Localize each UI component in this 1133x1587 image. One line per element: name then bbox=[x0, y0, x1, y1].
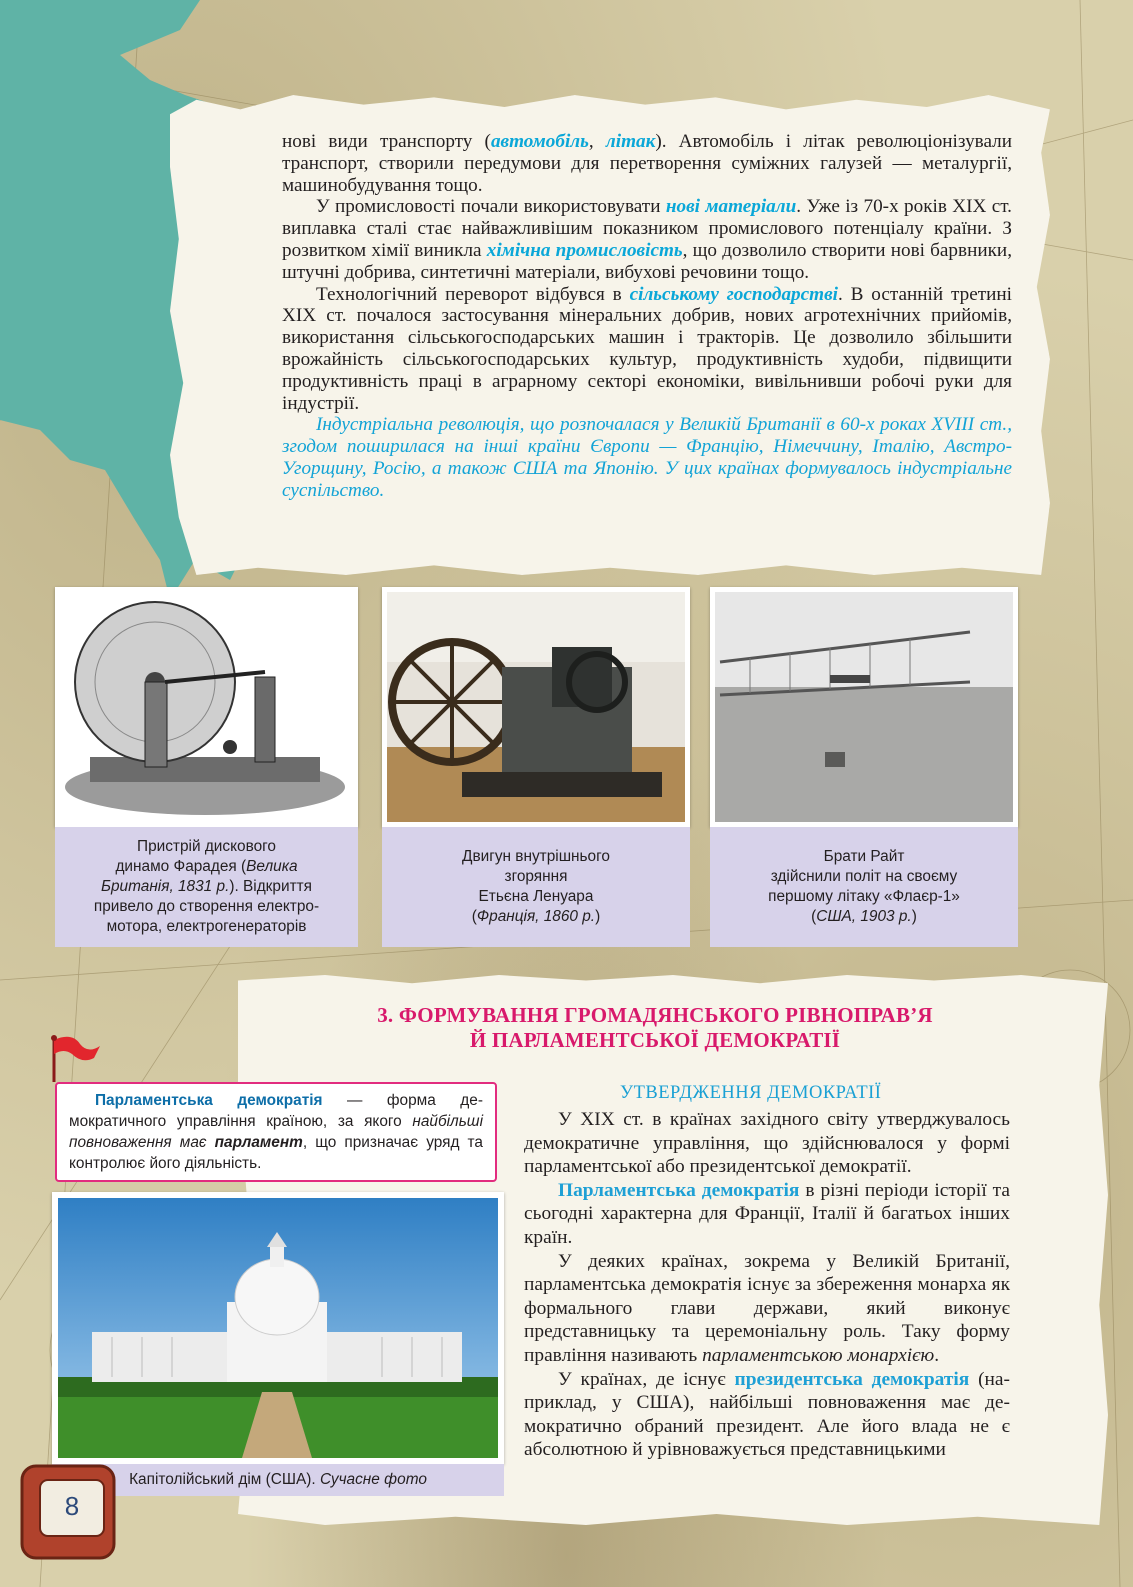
caption-line bbox=[115, 857, 297, 877]
subsection-heading: УТВЕРДЖЕННЯ ДЕМОКРАТІЇ bbox=[620, 1083, 882, 1103]
paragraph-monarchy bbox=[524, 1250, 1010, 1368]
keyword-car: автомобіль bbox=[490, 131, 589, 152]
keyword-parliamentary-democracy: Парламентська демократія bbox=[558, 1179, 800, 1201]
wright-flyer-photo bbox=[710, 587, 1018, 827]
capitol-image bbox=[52, 1192, 504, 1464]
caption-line: Двигун внутрішнього bbox=[462, 848, 610, 865]
text-run: найбільші повноваження має bbox=[69, 1113, 483, 1151]
text-run: ) bbox=[911, 908, 917, 925]
text-run: , що дозволило створити нові барвники, штучні добрива, синтетичні матеріали, вибухові речовини тощо. bbox=[282, 239, 1012, 283]
caption-line: Брати Райт bbox=[823, 848, 905, 865]
text-run: парламент bbox=[214, 1134, 303, 1151]
keyword-presidential-democracy: президентська демократія bbox=[734, 1368, 970, 1390]
caption-line: здійснили політ на своєму bbox=[770, 868, 958, 885]
paragraph-democracy: У XIX ст. в країнах західного світу утверджувалось демократичне управління, що здійснювалося у формі парламентської або президентської демократії. bbox=[524, 1109, 1010, 1178]
text-run: У країнах, де існує bbox=[558, 1368, 735, 1390]
text-run: ). Автомобіль і літак революціонізували транспорт, створили передумови для перетворення суміжних галузей — металургії, машинобудування тощо. bbox=[282, 131, 1012, 196]
lenoir-caption bbox=[382, 827, 690, 947]
wright-caption bbox=[710, 827, 1018, 947]
paragraph-parliamentary bbox=[524, 1179, 1010, 1250]
text-run: динамо Фарадея ( bbox=[115, 858, 247, 875]
text-run: , що призначає уряд та контролює його діяльність. bbox=[69, 1134, 483, 1172]
definition-text bbox=[69, 1090, 483, 1174]
capitol-caption bbox=[52, 1464, 504, 1496]
page-number: 8 bbox=[64, 1490, 80, 1521]
paragraph-agriculture bbox=[282, 284, 1012, 415]
text-run: . В останній третині XIX ст. почалося застосування мінеральних добрив, нових агротехнічних прийомів, використання сільськогосподарських машин і тракторів. Це дозволило збільшити врожайність сільськогосподарських культур, продуктивність худоби, підвищити продуктивність праці в аграрному секторі економіки, вивільнивши робочі руки для індустрії. bbox=[282, 283, 1012, 414]
caption-line bbox=[811, 907, 917, 927]
keyword-agriculture: сільському господарстві bbox=[629, 283, 838, 305]
text-run: ) bbox=[595, 908, 601, 925]
keyword-plane: літак bbox=[605, 131, 656, 152]
faraday-dynamo-drawing bbox=[55, 587, 358, 827]
text-run: Британія, 1831 р. bbox=[100, 878, 230, 895]
lenoir-engine-image bbox=[382, 587, 690, 827]
keyword-new-materials: нові матеріали bbox=[665, 196, 797, 218]
faraday-dynamo-photo bbox=[55, 587, 358, 827]
main-text bbox=[282, 131, 1012, 502]
text-run: ( bbox=[811, 908, 817, 925]
wright-flyer-image bbox=[710, 587, 1018, 827]
text-run: Технологічний переворот відбувся в bbox=[316, 283, 630, 305]
text-run: У промисловості почали використовувати bbox=[316, 196, 666, 218]
heading-line: 3. ФОРМУВАННЯ ГРОМАДЯНСЬКОГО РІВНОПРАВ’Я bbox=[377, 1003, 933, 1027]
heading-line: Й ПАРЛАМЕНТСЬКОЇ ДЕМОКРАТІЇ bbox=[469, 1028, 841, 1052]
caption-line: Етьєна Ленуара bbox=[478, 888, 594, 905]
caption-line: привело до створення електро- bbox=[93, 898, 320, 915]
definition-term: Парламентська демократія bbox=[95, 1092, 323, 1109]
text-run: — форма демократичного управління країною, за якого bbox=[69, 1092, 483, 1130]
text-run: Капітолійський дім (США). bbox=[129, 1471, 316, 1488]
text-run: ). Відкриття bbox=[229, 878, 313, 895]
caption-line: мотора, електрогенераторів bbox=[106, 918, 307, 935]
text-run: Франція, 1860 р. bbox=[476, 908, 596, 925]
paragraph-materials bbox=[282, 196, 1012, 283]
paragraph-transport bbox=[282, 131, 1012, 196]
text-run: в різні періоди історії та сьогодні характерна для Франції, Італії й багатьох інших країн. bbox=[524, 1179, 1010, 1248]
definition-box bbox=[55, 1082, 497, 1182]
caption-line bbox=[472, 907, 600, 927]
faraday-caption bbox=[55, 827, 358, 947]
text-run: Сучасне фото bbox=[319, 1471, 427, 1488]
keyword-chemical-industry: хімічна промисловість bbox=[486, 239, 683, 261]
text-run: У деяких країнах, зокрема у Великій Британії, парламентська демократія існує за збереження монарха як формального глави держави, який виконує представницьку та церемоніальну роль. Таку форму правління називають bbox=[524, 1250, 1010, 1366]
caption-line bbox=[101, 877, 312, 897]
right-column-text bbox=[524, 1108, 1010, 1462]
text-run: парламентською монархією bbox=[702, 1344, 935, 1366]
text-run: . Уже із 70-х років XIX ст. виплавка сталі стає найважливішим показником промислового потенціалу країни. З розвитком хімії виникла bbox=[282, 196, 1012, 261]
section-heading bbox=[330, 1003, 980, 1053]
caption-line: першому літаку «Флаєр-1» bbox=[768, 888, 960, 905]
paragraph-summary: Індустріальна революція, що розпочалася у Великій Британії в 60-х роках XVIII ст., згодом поширилася на інші країни Європи — Францію, Німеччину, Італію, Австро-Угорщину, Росію, а також США та Японію. У цих країнах формувалось індустріальне суспільство. bbox=[282, 414, 1012, 501]
capitol-photo bbox=[52, 1192, 504, 1464]
caption-line: згоряння bbox=[504, 868, 568, 885]
text-run: (наприклад, у США), найбільші повноваження має демократично обраний президент. Але його влада не є абсолютною й урівноважується представницькими bbox=[524, 1368, 1010, 1461]
flag-icon bbox=[44, 1032, 104, 1082]
text-run: нові види транспорту ( bbox=[282, 131, 491, 152]
caption-line: Пристрій дискового bbox=[137, 838, 276, 855]
text-run: ( bbox=[471, 908, 477, 925]
lenoir-engine-photo bbox=[382, 587, 690, 827]
text-run: . bbox=[934, 1344, 940, 1366]
text-run: США, 1903 р. bbox=[816, 908, 912, 925]
paragraph-presidential bbox=[524, 1368, 1010, 1462]
text-run: , bbox=[588, 131, 606, 152]
text-run: Велика bbox=[246, 858, 298, 875]
